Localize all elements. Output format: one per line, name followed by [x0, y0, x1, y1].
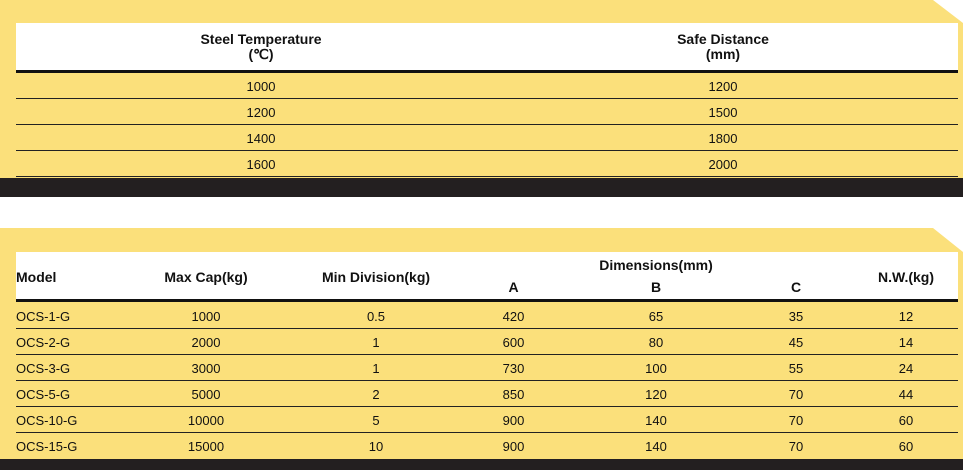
- max-cap-cell: 15000: [187, 439, 225, 454]
- max-cap-cell: 5000: [191, 387, 221, 402]
- dim-a-cell: 730: [502, 361, 525, 376]
- table-row: [16, 125, 958, 151]
- dim-b-cell: 80: [648, 335, 664, 350]
- min-division-cell: 2: [372, 387, 380, 402]
- net-weight-cell: 12: [898, 309, 914, 324]
- max-cap-cell: 3000: [191, 361, 221, 376]
- net-weight-cell: 60: [898, 413, 914, 428]
- dim-c-cell: 70: [788, 439, 804, 454]
- header-max-cap: Max Cap(kg): [164, 269, 248, 285]
- distance-cell: 2000: [708, 157, 738, 172]
- distance-cell: 1500: [708, 105, 738, 120]
- min-division-cell: 1: [372, 361, 380, 376]
- model-cell: OCS-1-G: [16, 309, 71, 324]
- temperature-cell: 1000: [246, 79, 276, 94]
- distance-cell: 1200: [708, 79, 738, 94]
- header-dim-a: A: [508, 279, 519, 295]
- table-row: [16, 432, 958, 459]
- corner-notch: [933, 228, 963, 252]
- dim-b-cell: 120: [645, 387, 667, 402]
- model-spec-table: [0, 228, 963, 470]
- table-row: [16, 151, 958, 177]
- dim-c-cell: 45: [788, 335, 804, 350]
- max-cap-cell: 10000: [187, 413, 225, 428]
- table-row: [16, 380, 958, 407]
- table-header: [16, 252, 958, 300]
- table-header: [16, 23, 958, 71]
- dim-b-cell: 140: [645, 439, 667, 454]
- dim-b-cell: 140: [645, 413, 667, 428]
- model-cell: OCS-10-G: [16, 413, 78, 428]
- max-cap-cell: 2000: [191, 335, 221, 350]
- dim-a-cell: 850: [502, 387, 525, 402]
- dim-b-cell: 100: [645, 361, 667, 376]
- header-min-division: Min Division(kg): [321, 269, 431, 285]
- corner-notch: [933, 0, 963, 23]
- min-division-cell: 0.5: [366, 309, 386, 324]
- dim-c-cell: 55: [788, 361, 804, 376]
- dim-b-cell: 65: [648, 309, 664, 324]
- footer-bar: [0, 459, 963, 470]
- model-cell: OCS-3-G: [16, 361, 71, 376]
- model-cell: OCS-15-G: [16, 439, 78, 454]
- header-dim-b: B: [650, 279, 662, 295]
- distance-cell: 1800: [708, 131, 738, 146]
- dim-a-cell: 900: [502, 413, 525, 428]
- header-safe-distance: Safe Distance (mm): [677, 31, 769, 62]
- header-steel-temperature: Steel Temperature (℃): [200, 31, 322, 62]
- temperature-cell: 1400: [246, 131, 276, 146]
- net-weight-cell: 24: [898, 361, 914, 376]
- header-dimensions: Dimensions(mm): [599, 257, 713, 273]
- header-model: Model: [16, 269, 57, 285]
- table-row: [16, 302, 958, 329]
- safe-distance-table: [0, 0, 963, 197]
- header-net-weight: N.W.(kg): [878, 269, 934, 285]
- min-division-cell: 1: [372, 335, 380, 350]
- net-weight-cell: 44: [898, 387, 914, 402]
- table-row: [16, 73, 958, 99]
- dim-c-cell: 70: [788, 387, 804, 402]
- temperature-cell: 1600: [246, 157, 276, 172]
- table-row: [16, 406, 958, 433]
- header-dim-c: C: [790, 279, 802, 295]
- min-division-cell: 10: [368, 439, 384, 454]
- model-cell: OCS-5-G: [16, 387, 71, 402]
- max-cap-cell: 1000: [191, 309, 221, 324]
- temperature-cell: 1200: [246, 105, 276, 120]
- net-weight-cell: 14: [898, 335, 914, 350]
- dim-a-cell: 600: [502, 335, 525, 350]
- table-row: [16, 328, 958, 355]
- dim-c-cell: 70: [788, 413, 804, 428]
- table-row: [16, 99, 958, 125]
- dim-c-cell: 35: [788, 309, 804, 324]
- model-cell: OCS-2-G: [16, 335, 71, 350]
- min-division-cell: 5: [372, 413, 380, 428]
- net-weight-cell: 60: [898, 439, 914, 454]
- table-row: [16, 354, 958, 381]
- dim-a-cell: 420: [502, 309, 525, 324]
- dim-a-cell: 900: [502, 439, 525, 454]
- footer-bar: [0, 178, 963, 197]
